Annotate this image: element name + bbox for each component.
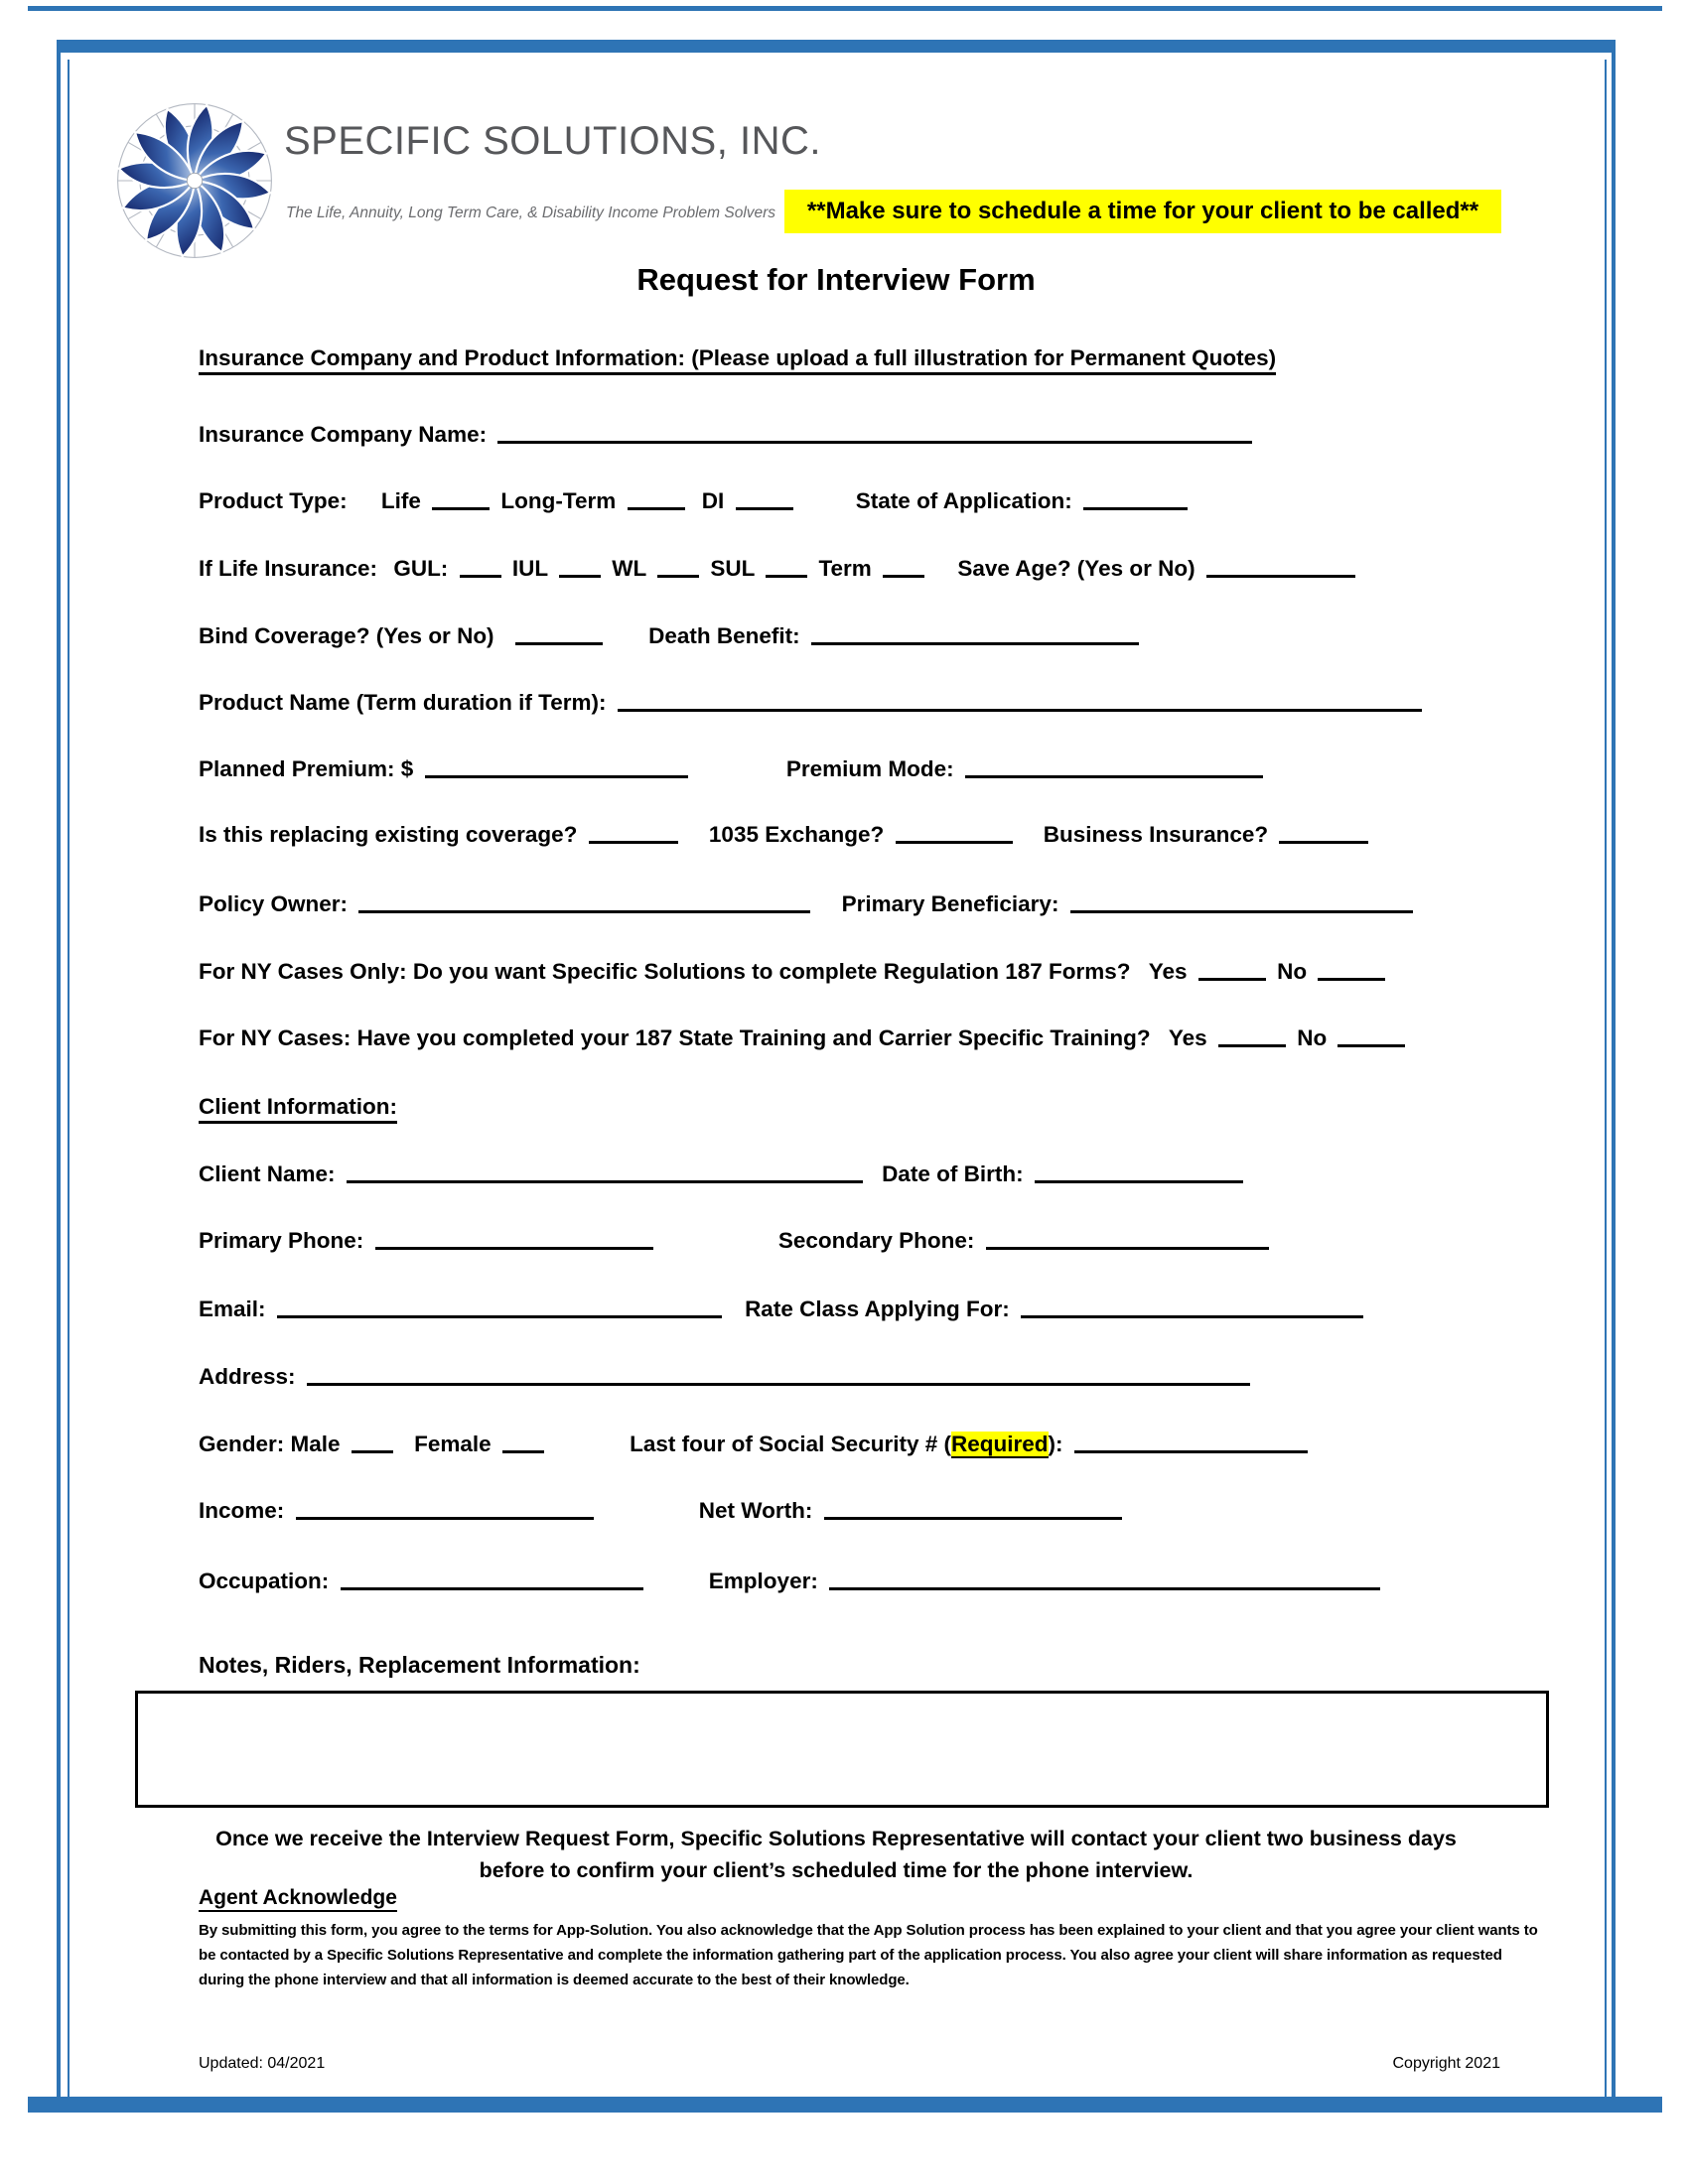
label-income: Income:	[199, 1498, 285, 1523]
field-row-ny-reg187	[199, 959, 1390, 985]
blank-date-of-birth	[1035, 1180, 1243, 1183]
agent-acknowledge-text: By submitting this form, you agree to the terms for App-Solution. You also acknowledge that the App Solution process has been explained to your client and that you agree your client wants to be contacted by a Specific Solutions Representative and complete the information gathering part of the application process. You also agree your client will share information as requested during the phone interview and that all information is deemed accurate to the best of their knowledge.	[199, 1922, 1538, 1988]
blank-address	[307, 1383, 1250, 1386]
blank-planned-premium	[425, 775, 688, 778]
blank-death-benefit	[811, 642, 1139, 645]
label-address: Address:	[199, 1364, 296, 1389]
blank-ny-training-yes	[1218, 1044, 1286, 1047]
label-female: Female	[414, 1432, 492, 1456]
label-primary-phone: Primary Phone:	[199, 1228, 364, 1253]
label-email: Email:	[199, 1297, 266, 1321]
field-row-bind-coverage	[199, 623, 1144, 649]
label-yes: Yes	[1168, 1025, 1207, 1050]
agent-acknowledge-heading: Agent Acknowledge	[199, 1886, 397, 1910]
label-product-type: Product Type:	[199, 488, 348, 513]
blank-life	[432, 507, 490, 510]
label-bind-coverage: Bind Coverage? (Yes or No)	[199, 623, 494, 648]
label-insurance-company-name: Insurance Company Name:	[199, 422, 488, 447]
field-row-income-networth	[199, 1498, 1127, 1524]
blank-state-of-application	[1083, 507, 1188, 510]
blank-save-age	[1206, 575, 1355, 578]
confirmation-line-1: Once we receive the Interview Request Form, Specific Solutions Representative will contact your client two business days	[215, 1827, 1457, 1850]
blank-bind-coverage	[515, 642, 603, 645]
footer-copyright: Copyright 2021	[1392, 2055, 1500, 2072]
blank-primary-phone	[375, 1247, 653, 1250]
label-business-insurance: Business Insurance?	[1043, 822, 1269, 847]
blank-ny-reg187-no	[1318, 978, 1385, 981]
blank-premium-mode	[965, 775, 1263, 778]
blank-1035-exchange	[896, 841, 1013, 844]
page-border-inner-left-line	[68, 60, 70, 2097]
label-term: Term	[818, 556, 872, 581]
blank-product-name	[618, 709, 1422, 712]
blank-ny-training-no	[1337, 1044, 1405, 1047]
label-life: Life	[380, 488, 421, 513]
label-gender-male: Gender: Male	[199, 1432, 341, 1456]
section-heading-client-info: Client Information:	[199, 1094, 397, 1120]
blank-ny-reg187-yes	[1198, 978, 1266, 981]
blank-primary-beneficiary	[1070, 910, 1413, 913]
section-heading-product-info: Insurance Company and Product Information: (Please upload a full illustration for Permanent Quotes)	[199, 345, 1276, 371]
label-premium-mode: Premium Mode:	[785, 756, 954, 781]
label-long-term: Long-Term	[500, 488, 617, 513]
confirmation-line-2: before to confirm your client’s scheduled time for the phone interview.	[479, 1858, 1194, 1882]
label-ny-reg187: For NY Cases Only: Do you want Specific Solutions to complete Regulation 187 Forms?	[199, 959, 1131, 984]
field-row-email-rate-class	[199, 1297, 1368, 1322]
blank-replacing-coverage	[589, 841, 678, 844]
label-secondary-phone: Secondary Phone:	[777, 1228, 975, 1253]
label-di: DI	[701, 488, 725, 513]
label-wl: WL	[612, 556, 646, 581]
label-no: No	[1277, 959, 1308, 984]
blank-occupation	[341, 1587, 643, 1590]
field-row-address	[199, 1364, 1255, 1390]
notes-box	[135, 1691, 1549, 1808]
footer-updated-date: Updated: 04/2021	[199, 2055, 326, 2072]
schedule-reminder-banner: **Make sure to schedule a time for your client to be called**	[784, 190, 1501, 233]
field-row-client-name	[199, 1161, 1248, 1187]
blank-term	[883, 575, 924, 578]
blank-iul	[559, 575, 601, 578]
blank-net-worth	[824, 1517, 1122, 1520]
label-planned-premium: Planned Premium: $	[199, 756, 414, 781]
label-no: No	[1297, 1025, 1328, 1050]
label-primary-beneficiary: Primary Beneficiary:	[841, 891, 1059, 916]
blank-gender-male	[352, 1450, 393, 1453]
label-net-worth: Net Worth:	[698, 1498, 813, 1523]
label-client-name: Client Name:	[199, 1161, 336, 1186]
blank-rate-class	[1021, 1315, 1363, 1318]
blank-insurance-company-name	[497, 441, 1252, 444]
field-row-product-name	[199, 690, 1427, 716]
page-border-bottom-line	[28, 2097, 1662, 2113]
blank-sul	[766, 575, 807, 578]
label-if-life-insurance: If Life Insurance:	[199, 556, 378, 581]
page-border-top-line	[28, 6, 1662, 11]
blank-gul	[460, 575, 501, 578]
form-title: Request for Interview Form	[636, 262, 1036, 297]
blank-policy-owner	[358, 910, 810, 913]
blank-wl	[657, 575, 699, 578]
field-row-replacement	[199, 822, 1373, 848]
label-policy-owner: Policy Owner:	[199, 891, 349, 916]
label-death-benefit: Death Benefit:	[648, 623, 800, 648]
field-row-gender-ssn	[199, 1432, 1313, 1457]
label-replacing-coverage: Is this replacing existing coverage?	[199, 822, 578, 847]
blank-employer	[829, 1587, 1380, 1590]
company-logo pinwheel-icon	[109, 95, 280, 266]
label-product-name: Product Name (Term duration if Term):	[199, 690, 607, 715]
label-save-age: Save Age? (Yes or No)	[957, 556, 1196, 581]
blank-gender-female	[502, 1450, 544, 1453]
field-row-phones	[199, 1228, 1274, 1254]
blank-client-name	[347, 1180, 863, 1183]
label-occupation: Occupation:	[199, 1569, 330, 1593]
label-state-of-application: State of Application:	[855, 488, 1072, 513]
blank-income	[296, 1517, 594, 1520]
field-row-premium	[199, 756, 1268, 782]
blank-business-insurance	[1279, 841, 1368, 844]
label-sul: SUL	[710, 556, 755, 581]
blank-email	[277, 1315, 722, 1318]
label-employer: Employer:	[708, 1569, 818, 1593]
field-row-owner-beneficiary	[199, 891, 1418, 917]
label-ssn-suffix: ):	[1048, 1432, 1063, 1456]
label-rate-class: Rate Class Applying For:	[745, 1297, 1010, 1321]
label-ny-training: For NY Cases: Have you completed your 187 State Training and Carrier Specific Training?	[199, 1025, 1151, 1050]
label-ssn-required-highlight: Required	[950, 1432, 1049, 1456]
pinwheel-hub	[187, 173, 202, 188]
blank-ssn-last-four	[1074, 1450, 1308, 1453]
label-ssn-prefix: Last four of Social Security # (	[630, 1432, 951, 1456]
page-border-inner-right-line	[1605, 60, 1607, 2097]
field-row-insurance-company-name	[199, 422, 1257, 448]
blank-long-term	[628, 507, 685, 510]
field-row-ny-training	[199, 1025, 1410, 1051]
company-name: SPECIFIC SOLUTIONS, INC.	[284, 119, 821, 163]
field-row-product-type	[199, 488, 1193, 514]
blank-secondary-phone	[986, 1247, 1269, 1250]
label-iul: IUL	[511, 556, 548, 581]
label-gul: GUL:	[393, 556, 449, 581]
label-1035-exchange: 1035 Exchange?	[708, 822, 885, 847]
blank-di	[736, 507, 793, 510]
field-row-occupation-employer	[199, 1569, 1385, 1594]
label-date-of-birth: Date of Birth:	[882, 1161, 1024, 1186]
company-tagline: The Life, Annuity, Long Term Care, & Disability Income Problem Solvers	[286, 205, 776, 221]
field-row-life-insurance-type	[199, 556, 1360, 582]
confirmation-paragraph	[57, 1823, 1616, 1886]
notes-heading: Notes, Riders, Replacement Information:	[199, 1652, 640, 1678]
label-yes: Yes	[1148, 959, 1188, 984]
